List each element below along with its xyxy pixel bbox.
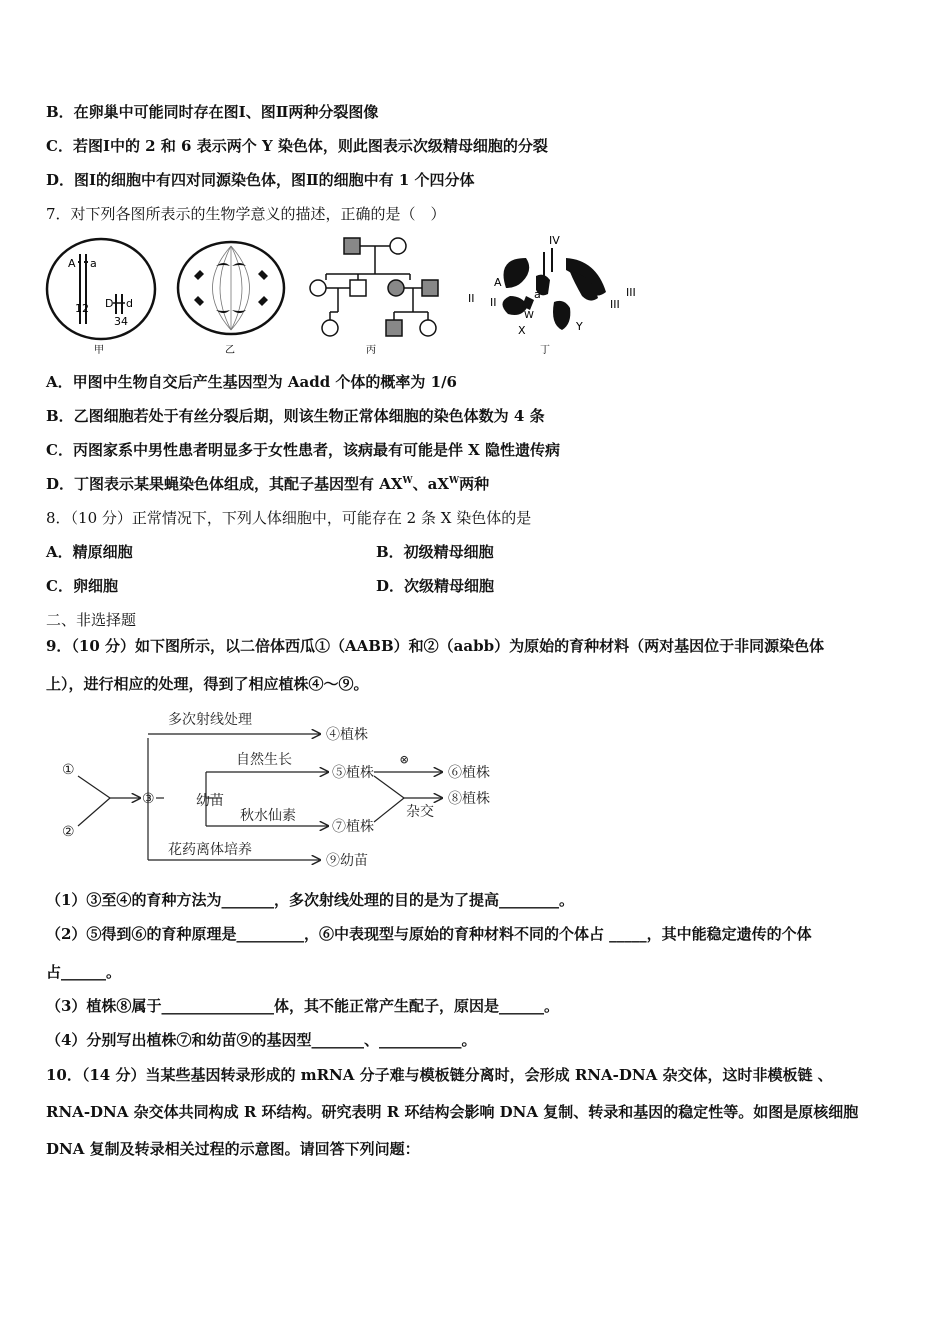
node-1: ① [62,762,75,778]
label-II-inner: II [490,296,497,309]
q8-option-d: D．次级精母细胞 [376,577,495,595]
q10-line2: RNA-DNA 杂交体共同构成 R 环结构。研究表明 R 环结构会影响 DNA 复制、转录和基因的稳定性等。如图是原核细胞 [46,1103,859,1121]
label-IV: IV [549,234,560,247]
plant-4: ④植株 [326,727,368,743]
plant-7: ⑦植株 [332,819,374,835]
caption-ding: 丁 [540,345,550,356]
q8-option-b: B．初级精母细胞 [376,543,494,561]
plant-6: ⑥植株 [448,765,490,781]
plant-5: ⑤植株 [332,765,374,781]
node-2: ② [62,824,75,840]
label-Y: Y [576,320,583,333]
q8-stem: 8．（10 分）正常情况下，下列人体细胞中，可能存在 2 条 X 染色体的是 [46,509,532,527]
cell-outline [47,239,155,339]
label-D: D [105,297,114,310]
affected-female [388,280,404,296]
cross-label: 杂交 [406,804,434,820]
q10-line3: DNA 复制及转录相关过程的示意图。请回答下列问题： [46,1140,420,1158]
q9-stem-line1: 9．（10 分）如下图所示，以二倍体西瓜①（AABB）和②（aabb）为原始的育种材料（两对基因位于非同源染色体 [46,637,825,655]
figure-ding [466,232,646,356]
q9-stem-line2: 上），进行相应的处理，得到了相应植株④～⑨。 [46,675,369,693]
q8-option-c: C．卵细胞 [46,577,118,595]
selfing-symbol: ⊗ [400,752,409,768]
caption-yi: 乙 [225,345,235,356]
radiation-label: 多次射线处理 [168,712,252,728]
q7-option-b: B．乙图细胞若处于有丝分裂后期，则该生物正常体细胞的染色体数为 4 条 [46,407,545,425]
figure-yi [174,236,290,356]
natural-label: 自然生长 [236,752,292,768]
label-II-left: II [468,292,475,305]
plant-8: ⑧植株 [448,791,490,807]
section-heading: 二、非选择题 [46,611,137,629]
figure-jia [44,236,160,356]
affected-male [344,238,360,254]
q7-option-d: D．丁图表示某果蝇染色体组成，其配子基因型有 $AX^W$、$aX^W$两种 [46,475,490,493]
label-a: a [90,257,97,270]
q7-option-c: C．丙图家系中男性患者明显多于女性患者，该病最有可能是伴 X 隐性遗传病 [46,441,561,459]
q9-sub2-line2: 占______。 [46,963,122,981]
q9-sub1: （1）③至④的育种方法为_______，多次射线处理的目的是为了提高________。 [46,891,574,909]
q9-sub2-line1: （2）⑤得到⑥的育种原理是_________，⑥中表现型与原始的育种材料不同的个体占 _____，其中能稳定遗传的个体 [46,925,812,943]
anther-culture-label: 花药离体培养 [168,842,252,858]
label-A: A [68,257,76,270]
label-X: X [518,324,526,337]
q9-sub4: （4）分别写出植株⑦和幼苗⑨的基因型_______、___________。 [46,1031,477,1049]
label-A-ding: A [494,276,502,289]
caption-jia: 甲 [94,345,104,356]
colchicine-label: 秋水仙素 [240,808,296,824]
q8-option-a: A．精原细胞 [46,543,133,561]
q6-option-b: B．在卵巢中可能同时存在图Ⅰ、图Ⅱ两种分裂图像 [46,103,379,121]
label-III-inner: III [610,298,620,311]
label-III-right: III [626,286,636,299]
q7-stem: 7．对下列各图所表示的生物学意义的描述，正确的是（ ） [46,205,446,223]
q10-line1: 10．（14 分）当某些基因转录形成的 mRNA 分子难与模板链分离时，会形成 RNA-DNA 杂交体，这时非模板链 、 [46,1066,833,1084]
label-a-ding: a [534,288,541,301]
label-34: 34 [114,315,128,328]
node-3: ③ [142,791,155,807]
label-W: W [524,310,534,321]
q9-sub3: （3）植株⑧属于_______________体，其不能正常产生配子，原因是______。 [46,997,559,1015]
q6-option-c: C．若图Ⅰ中的 2 和 6 表示两个 Y 染色体，则此图表示次级精母细胞的分裂 [46,137,548,155]
breeding-flowchart [56,704,516,880]
caption-bing: 丙 [366,345,376,356]
label-12: 12 [75,302,89,315]
figure-bing [300,236,450,356]
q7-option-a: A．甲图中生物自交后产生基因型为 Aadd 个体的概率为 1/6 [46,373,457,391]
seedling-9: ⑨幼苗 [326,853,368,869]
seedling-label: 幼苗 [196,793,224,809]
label-d: d [126,297,133,310]
q6-option-d: D．图Ⅰ的细胞中有四对同源染色体，图Ⅱ的细胞中有 1 个四分体 [46,171,475,189]
